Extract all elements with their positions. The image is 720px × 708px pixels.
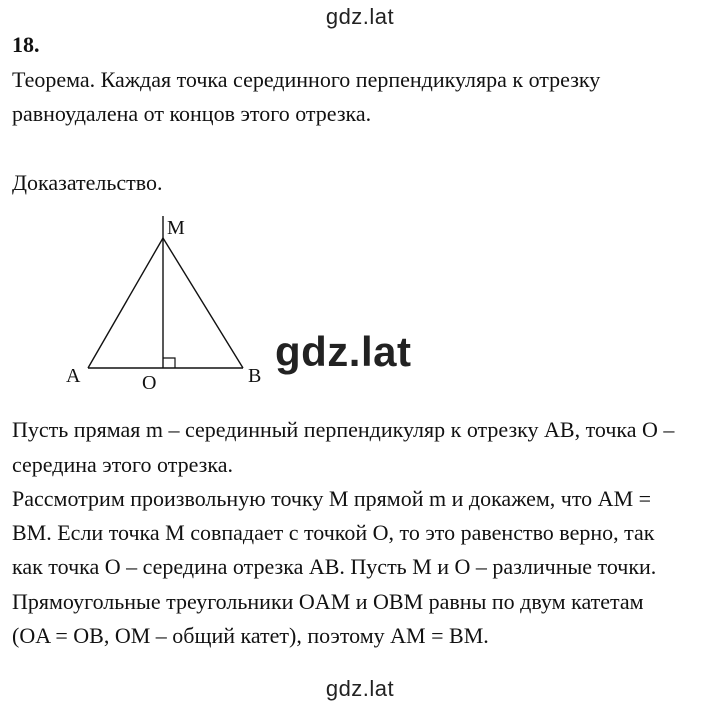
task-number: 18. bbox=[12, 32, 40, 57]
watermark-bottom: gdz.lat bbox=[325, 676, 395, 701]
proof-heading: Доказательство. bbox=[12, 170, 163, 195]
proof-line-5: как точка O – середина отрезка AB. Пусть M и O – различные точки. bbox=[12, 554, 657, 579]
proof-line-4: BM. Если точка M совпадает с точкой O, то это равенство верно, так bbox=[12, 520, 655, 545]
theorem-line-1: Теорема. Каждая точка серединного перпендикуляра к отрезку bbox=[12, 67, 601, 92]
proof-line-3: Рассмотрим произвольную точку M прямой m и докажем, что AM = bbox=[12, 486, 652, 511]
label-B: B bbox=[248, 365, 262, 387]
theorem-line-2: равноудалена от концов этого отрезка. bbox=[12, 101, 372, 126]
watermark-middle: gdz.lat bbox=[275, 328, 412, 375]
watermark-top: gdz.lat bbox=[325, 4, 395, 29]
label-O: O bbox=[142, 372, 157, 392]
proof-line-7: (OA = OB, OM – общий катет), поэтому AM = BM. bbox=[12, 623, 489, 648]
segment-BM bbox=[163, 238, 243, 368]
right-angle-mark bbox=[163, 358, 175, 368]
proof-line-2: середина этого отрезка. bbox=[12, 452, 233, 477]
triangle-figure bbox=[60, 212, 280, 392]
label-A: A bbox=[66, 365, 81, 387]
proof-line-1: Пусть прямая m – серединный перпендикуляр к отрезку AB, точка O – bbox=[12, 417, 675, 442]
proof-line-6: Прямоугольные треугольники OAM и OBM равны по двум катетам bbox=[12, 589, 644, 614]
segment-AM bbox=[88, 238, 163, 368]
label-M: M bbox=[167, 217, 185, 239]
